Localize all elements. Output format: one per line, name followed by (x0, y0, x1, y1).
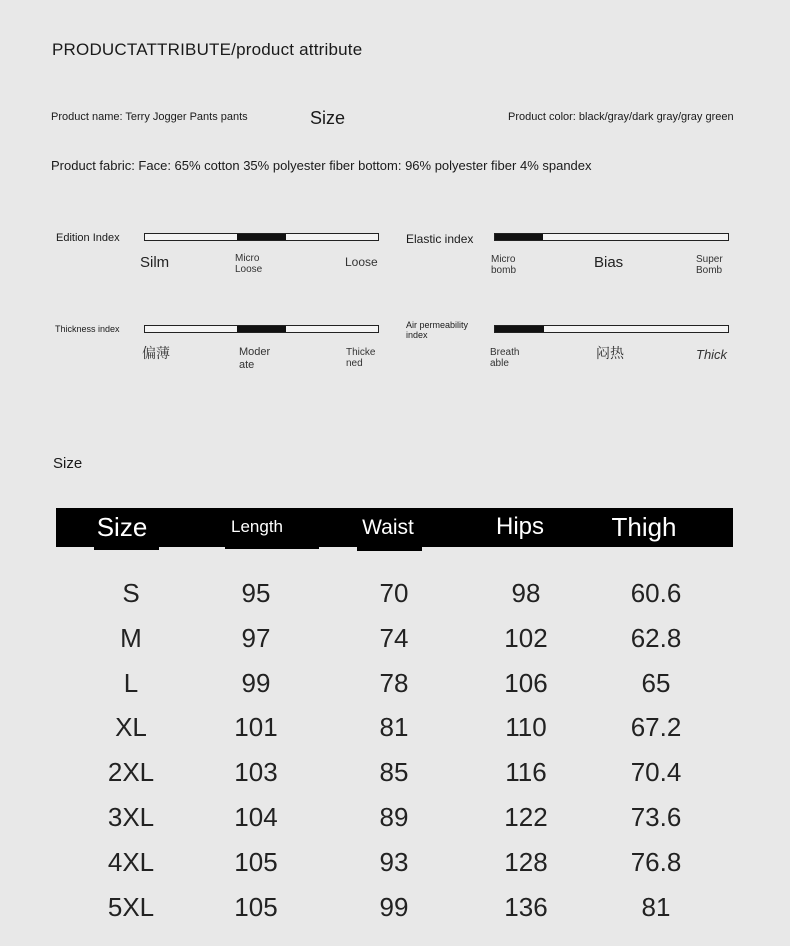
edition-index-bar (144, 233, 379, 241)
cell-hips: 110 (505, 712, 547, 743)
cell-size: 5XL (107, 891, 155, 922)
cell-hips: 102 (504, 622, 548, 653)
air-scale-3: Thick (696, 347, 728, 362)
cell-length: 99 (241, 667, 271, 698)
elastic-scale-1: Micro bomb (491, 254, 517, 276)
cell-size: 2XL (107, 757, 155, 788)
cell-hips: 122 (504, 802, 548, 832)
cell-length: 101 (234, 712, 278, 743)
edition-scale-3: Loose (345, 255, 378, 269)
cell-waist: 78 (379, 667, 409, 698)
cell-size: XL (115, 712, 147, 743)
elastic-scale-3: Super Bomb (696, 254, 723, 276)
size-section-label: Size (53, 455, 83, 472)
cell-thigh: 67.2 (630, 712, 682, 743)
header-gap (56, 547, 94, 550)
air-scale-1: Breath able (490, 347, 520, 369)
header-underline-waist (357, 546, 422, 551)
cell-length: 105 (234, 891, 278, 922)
cell-size: S (122, 578, 140, 608)
product-fabric: Product fabric: Face: 65% cotton 35% polyester fiber bottom: 96% polyester fiber 4% spandex (51, 158, 592, 173)
cell-hips: 106 (504, 667, 548, 698)
edition-index-fill (237, 234, 286, 240)
cell-thigh: 70.4 (630, 757, 682, 788)
cell-waist: 99 (379, 891, 409, 922)
cell-thigh: 81 (641, 891, 671, 922)
cell-size: 4XL (107, 846, 155, 877)
header-size: Size (96, 512, 148, 542)
cell-waist: 85 (379, 757, 409, 788)
size-tag: Size (310, 108, 346, 128)
elastic-scale-2: Bias (594, 254, 624, 271)
cell-waist: 89 (379, 802, 409, 832)
header-length: Length (231, 517, 283, 536)
page-title: PRODUCTATTRIBUTE/product attribute (52, 40, 363, 59)
cell-length: 95 (241, 578, 271, 608)
thickness-index-fill (237, 326, 286, 332)
product-color: Product color: black/gray/dark gray/gray green (508, 111, 734, 123)
cell-hips: 128 (504, 846, 548, 877)
cell-size: 3XL (107, 802, 155, 832)
cell-thigh: 62.8 (630, 622, 682, 653)
header-hips: Hips (495, 513, 545, 540)
cell-length: 104 (234, 802, 278, 832)
cell-length: 97 (241, 622, 271, 653)
air-permeability-index-fill (495, 326, 544, 332)
cell-hips: 98 (511, 578, 541, 608)
air-permeability-index-label: Air permeability index (406, 320, 469, 340)
elastic-index-label: Elastic index (406, 232, 474, 246)
cell-waist: 93 (379, 846, 409, 877)
cell-waist: 74 (379, 622, 409, 653)
edition-index-label: Edition Index (56, 232, 120, 244)
cell-hips: 116 (505, 757, 547, 788)
cell-thigh: 76.8 (630, 846, 682, 877)
edition-scale-1: Silm (140, 254, 170, 271)
edition-scale-2: Micro Loose (235, 253, 263, 275)
header-thigh: Thigh (611, 512, 677, 542)
header-waist: Waist (362, 516, 414, 539)
cell-size: L (123, 667, 139, 698)
thickness-index-label: Thickness index (55, 324, 120, 334)
product-name: Product name: Terry Jogger Pants pants (51, 111, 248, 123)
cell-waist: 70 (379, 578, 409, 608)
cell-thigh: 60.6 (630, 578, 682, 608)
cell-thigh: 73.6 (630, 802, 682, 832)
air-scale-2: 闷热 (596, 346, 624, 362)
thickness-index-bar (144, 325, 379, 333)
elastic-index-fill (495, 234, 543, 240)
cell-length: 105 (234, 846, 278, 877)
header-underline-length (225, 545, 319, 549)
thickness-scale-2: Moder ate (239, 346, 271, 371)
cell-thigh: 65 (641, 667, 671, 698)
header-underline-size (94, 546, 159, 550)
cell-length: 103 (234, 757, 278, 788)
elastic-index-bar (494, 233, 729, 241)
cell-size: M (120, 622, 142, 653)
thickness-scale-1: 偏薄 (142, 346, 170, 362)
thickness-scale-3: Thicke ned (346, 347, 376, 369)
cell-waist: 81 (379, 712, 409, 743)
cell-hips: 136 (504, 891, 548, 922)
air-permeability-index-bar (494, 325, 729, 333)
